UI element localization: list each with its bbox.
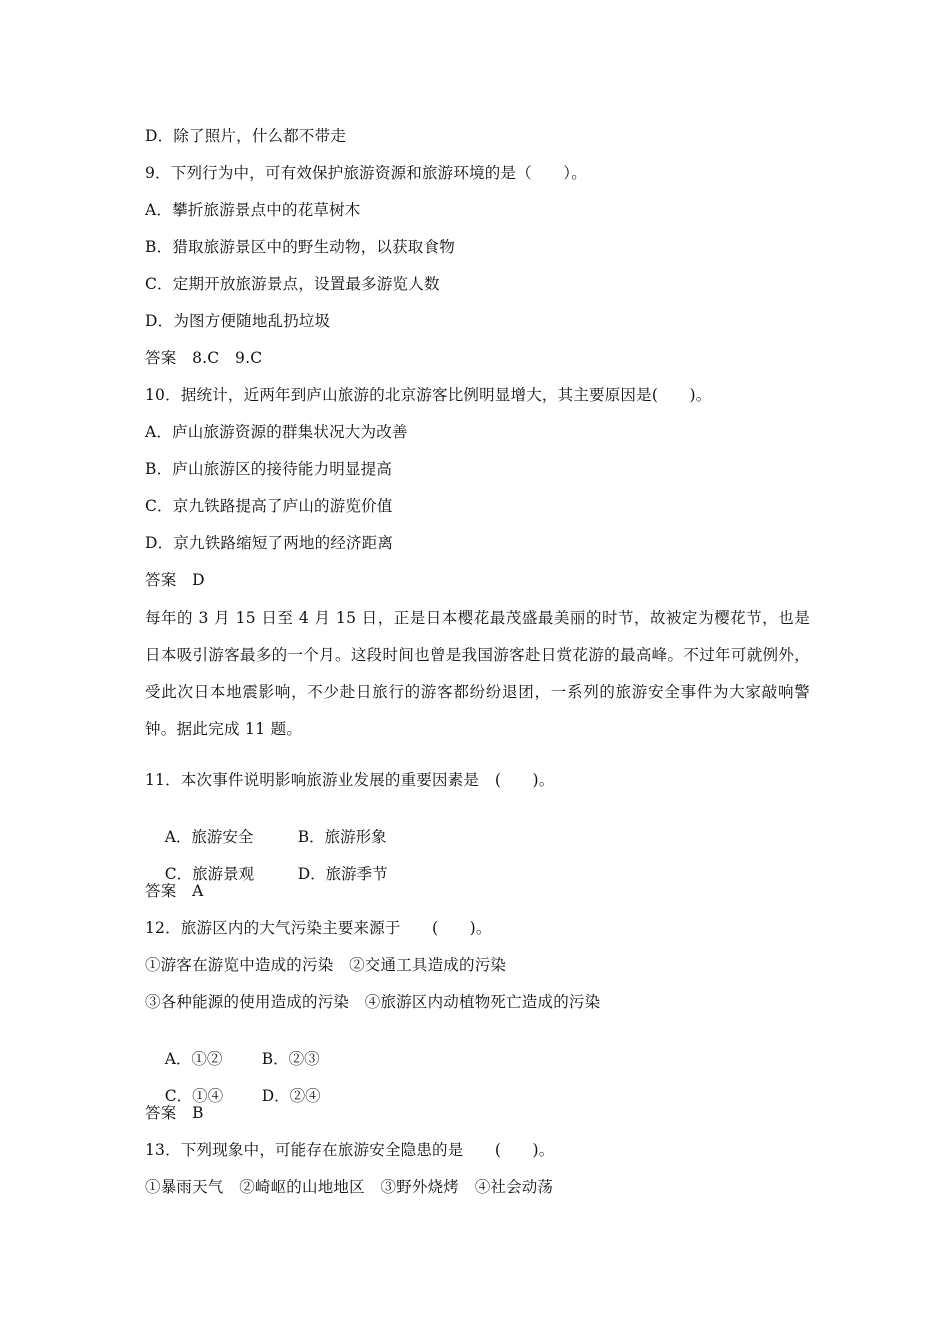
q11-option-a: A．旅游安全: [164, 828, 254, 846]
q10-option-a: A．庐山旅游资源的群集状况大为改善: [145, 423, 408, 441]
answer-11: 答案 A: [145, 882, 204, 900]
answer-10: 答案 D: [145, 571, 205, 589]
q11-option-c: C．旅游景观: [164, 865, 255, 883]
q9-option-d: D．为图方便随地乱扔垃圾: [145, 312, 331, 330]
q11-option-b: B．旅游形象: [297, 828, 387, 846]
q11-stem: 11．本次事件说明影响旅游业发展的重要因素是 ( )。: [145, 771, 555, 789]
q12-items-1-2: ①游客在游览中造成的污染 ②交通工具造成的污染: [145, 956, 507, 974]
q12-option-a: A．①②: [164, 1050, 223, 1068]
q8-option-d: D．除了照片，什么都不带走: [145, 127, 347, 145]
q10-option-c: C．京九铁路提高了庐山的游览价值: [145, 497, 393, 515]
answer-8-9: 答案 8.C 9.C: [145, 349, 263, 367]
q12-option-d: D．②④: [261, 1087, 321, 1105]
reading-passage: 每年的 3 月 15 日至 4 月 15 日，正是日本樱花最茂盛最美丽的时节，故被定为樱花节，也是日本吸引游客最多的一个月。这段时间也曾是我国游客赴日赏花游的最高峰。不过年可就例外，受此次日本地震影响，不少赴日旅行的游客都纷纷退团，一系列的旅游安全事件为大家敲响警钟。据此完成 11 题。: [145, 609, 810, 738]
q10-stem: 10．据统计，近两年到庐山旅游的北京游客比例明显增大，其主要原因是( )。: [145, 386, 712, 404]
q13-stem: 13．下列现象中，可能存在旅游安全隐患的是 ( )。: [145, 1141, 555, 1159]
q13-items: ①暴雨天气 ②崎岖的山地地区 ③野外烧烤 ④社会动荡: [145, 1178, 554, 1196]
q12-option-c: C．①④: [164, 1087, 224, 1105]
q11-option-d: D．旅游季节: [297, 865, 388, 883]
q9-stem: 9．下列行为中，可有效保护旅游资源和旅游环境的是（ ）。: [145, 164, 587, 182]
q10-option-d: D．京九铁路缩短了两地的经济距离: [145, 534, 394, 552]
answer-12: 答案 B: [145, 1104, 204, 1122]
q9-option-c: C．定期开放旅游景点，设置最多游览人数: [145, 275, 440, 293]
q12-stem: 12．旅游区内的大气污染主要来源于 ( )。: [145, 919, 492, 937]
q12-option-b: B．②③: [261, 1050, 320, 1068]
q10-option-b: B．庐山旅游区的接待能力明显提高: [145, 460, 393, 478]
q9-option-b: B．猎取旅游景区中的野生动物，以获取食物: [145, 238, 455, 256]
q9-option-a: A．攀折旅游景点中的花草树木: [145, 201, 361, 219]
q12-items-3-4: ③各种能源的使用造成的污染 ④旅游区内动植物死亡造成的污染: [145, 993, 601, 1011]
